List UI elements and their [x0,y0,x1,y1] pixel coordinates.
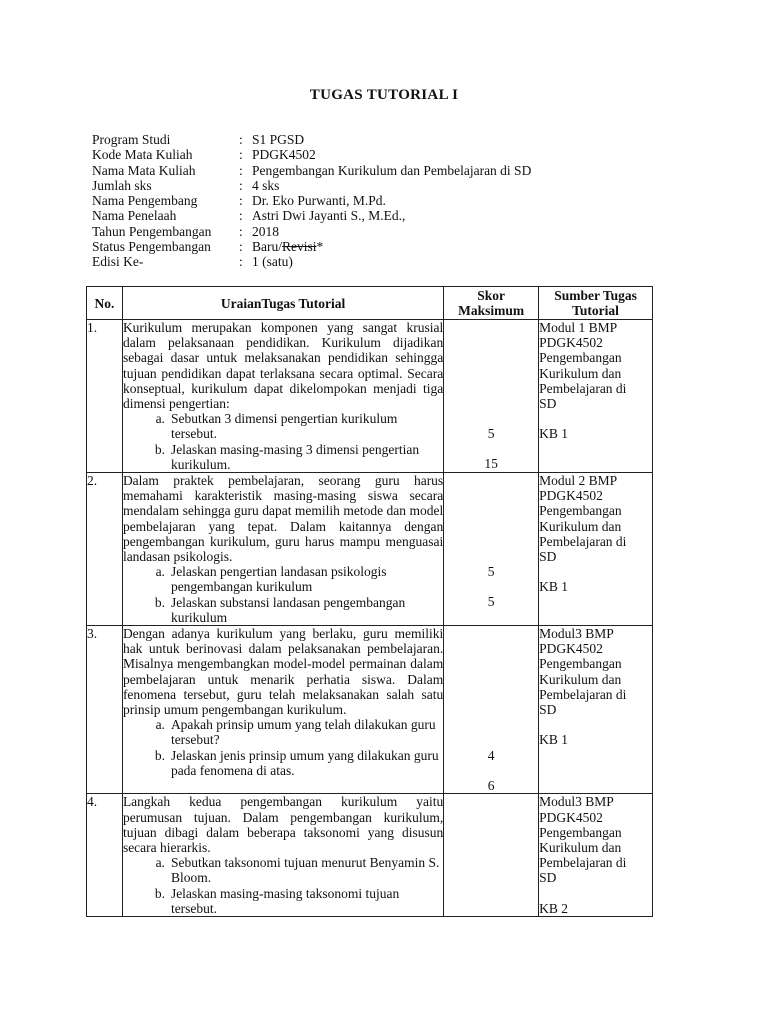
sub-letter: b. [154,885,165,901]
source-line: SD [539,870,557,886]
source-line: Modul 2 BMP [539,473,618,489]
sub-text: Jelaskan jenis prinsip umum yang dilakukan guru pada fenomena di atas. [170,747,439,778]
status-option-baru: Baru/ [252,239,282,255]
info-value: Dr. Eko Purwanti, M.Pd. [252,193,386,209]
source-line: PDGK4502 [539,641,603,657]
source-line: Pembelajaran di [539,855,627,871]
score-value: 5 [487,426,495,441]
sub-question [123,595,443,625]
source-line: SD [539,549,557,565]
sub-question [123,411,443,441]
info-label: Kode Mata Kuliah [92,147,193,163]
max-score [444,794,539,917]
table-row [87,626,653,794]
info-label: Status Pengembangan [92,239,211,255]
sub-letter: b. [154,747,165,763]
info-value: 4 sks [252,177,280,193]
sub-text: Jelaskan pengertian landasan psikologis pengembangan kurikulum [170,564,387,595]
max-score [444,473,539,626]
task-description [122,320,443,473]
sub-question [123,886,443,916]
row-number: 1. [87,320,123,473]
sub-text: Jelaskan masing-masing 3 dimensi pengertian kurikulum. [170,441,420,472]
source-line: Kurikulum dan [539,365,622,381]
sub-question [123,442,443,472]
source-line: SD [539,396,557,412]
sub-text: Jelaskan substansi landasan pengembangan kurikulum [170,594,406,625]
score-value: 15 [484,456,498,472]
source-line: Kurikulum dan [539,840,622,856]
document-title: TUGAS TUTORIAL I [309,87,459,103]
source-kb: KB 1 [539,579,568,595]
header-max-score: Skor Maksimum [444,287,539,320]
info-row-edisi: Edisi Ke- : 1 (satu) [92,254,293,270]
source-line: Pengembangan [539,350,622,366]
source [539,626,653,794]
sub-letter: a. [155,717,165,733]
table-row [87,320,653,473]
source-line: Pembelajaran di [539,533,627,549]
header-source: Sumber Tugas Tutorial [539,287,653,320]
sub-letter: b. [154,594,165,610]
task-text: Dalam praktek pembelajaran, seorang guru harus memahami karakteristik masing-masing siswa secara mendalam sehingga guru dapat memilih metode dan model pembelajaran yang tepat. Dalam kaitannya dengan pengembangan kurikulum, guru harus mampu menguasai landasan psikologis. [122,473,444,565]
task-description [122,473,443,626]
course-info [92,132,531,270]
sub-question [123,748,443,778]
info-value: S1 PGSD [252,132,305,147]
info-row-status-pengembangan: Status Pengembangan : Baru/Revisi* [92,239,324,255]
info-row-tahun-pengembangan: Tahun Pengembangan : 2018 [92,223,279,239]
sub-question [123,855,443,885]
header-description: UraianTugas Tutorial [122,287,443,320]
sub-letter: a. [155,855,165,871]
row-number: 2. [87,473,123,626]
source-line: Modul3 BMP [539,626,614,642]
info-value: 1 (satu) [252,254,293,270]
sub-question [123,717,443,747]
score-value: 5 [487,594,495,610]
source-line: Modul3 BMP [539,794,614,810]
source-line: PDGK4502 [539,488,603,504]
info-row-nama-pengembang: Nama Pengembang : Dr. Eko Purwanti, M.Pd. [92,193,386,209]
source-line: Kurikulum dan [539,518,622,534]
info-row-program-studi: Program Studi : S1 PGSD [92,132,305,147]
status-asterisk: * [316,239,324,255]
source [539,794,653,917]
sub-letter: b. [154,441,165,457]
info-row-nama-mata-kuliah: Nama Mata Kuliah : Pengembangan Kurikulum dan Pembelajaran di SD [92,162,532,178]
info-row-jumlah-sks: Jumlah sks : 4 sks [92,177,280,193]
task-description [122,626,443,794]
status-option-revisi-struck: Revisi [282,239,317,255]
info-value: PDGK4502 [252,147,316,163]
table-row [87,794,653,917]
source-line: Pembelajaran di [539,380,627,396]
sub-text: Jelaskan masing-masing taksonomi tujuan tersebut. [170,885,400,916]
source-line: Modul 1 BMP [539,320,618,335]
task-table [86,286,653,917]
info-value: Pengembangan Kurikulum dan Pembelajaran di SD [252,162,532,178]
source-line: Pengembangan [539,656,622,672]
info-label: Tahun Pengembangan [92,223,212,239]
source-line: Pengembangan [539,503,622,519]
sub-letter: a. [155,564,165,580]
info-value: 2018 [252,223,279,239]
sub-text: Sebutkan 3 dimensi pengertian kurikulum tersebut. [170,411,398,442]
source-line: Kurikulum dan [539,671,622,687]
info-label: Program Studi [92,132,171,147]
row-number: 3. [87,626,123,794]
source-kb: KB 1 [539,426,568,442]
max-score [444,626,539,794]
source-kb: KB 2 [539,900,568,916]
source-line: Pengembangan [539,824,622,840]
row-number: 4. [87,794,123,917]
info-label: Edisi Ke- [92,254,144,270]
score-value: 5 [487,564,495,580]
source [539,320,653,473]
sub-text: Sebutkan taksonomi tujuan menurut Benyamin S. Bloom. [170,855,440,886]
sub-letter: a. [155,411,165,427]
sub-text: Apakah prinsip umum yang telah dilakukan guru tersebut? [170,717,436,748]
info-label: Nama Pengembang [92,193,198,209]
info-value: Astri Dwi Jayanti S., M.Ed., [252,208,406,224]
source-line: SD [539,702,557,718]
score-value: 6 [487,778,495,794]
info-label: Nama Mata Kuliah [92,162,196,178]
task-text: Langkah kedua pengembangan kurikulum yaitu perumusan tujuan. Dalam pengembangan kurikulum, tujuan dibagi dalam beberapa taksonomi yang disusun secara hierarkis. [122,794,444,856]
task-text: Dengan adanya kurikulum yang berlaku, guru memiliki hak untuk berinovasi dalam pelaksanakan pembelajaran. Misalnya mengembangkan model-model permainan dalam pembelajaran untuk menarik perhatia siswa. Dalam fenomena tersebut, guru telah melaksanakan salah satu prinsip umum pengembangan kurikulum. [122,626,444,718]
task-description [122,794,443,917]
max-score [444,320,539,473]
source [539,473,653,626]
sub-question [123,564,443,594]
table-row [87,473,653,626]
source-kb: KB 1 [539,732,568,748]
source-line: Pembelajaran di [539,686,627,702]
info-label: Jumlah sks [92,177,152,193]
info-row-kode-mata-kuliah: Kode Mata Kuliah : PDGK4502 [92,147,316,163]
info-row-nama-penelaah: Nama Penelaah : Astri Dwi Jayanti S., M.Ed., [92,208,406,224]
task-text: Kurikulum merupakan komponen yang sangat krusial dalam pelaksanaan pendidikan. Kurikulum dijadikan sebagai dasar untuk melaksanakan pendidikan sehingga tujuan pendidikan dapat terlaksana secara optimal. Secara konseptual, kurikulum dapat dikelompokan menjadi tiga dimensi pengertian: [122,320,444,412]
source-line: PDGK4502 [539,809,603,825]
table-header-row [87,287,653,320]
source-line: PDGK4502 [539,335,603,351]
score-value: 4 [487,748,495,764]
info-label: Nama Penelaah [92,208,177,224]
header-no: No. [87,287,123,320]
info-value [252,239,323,254]
